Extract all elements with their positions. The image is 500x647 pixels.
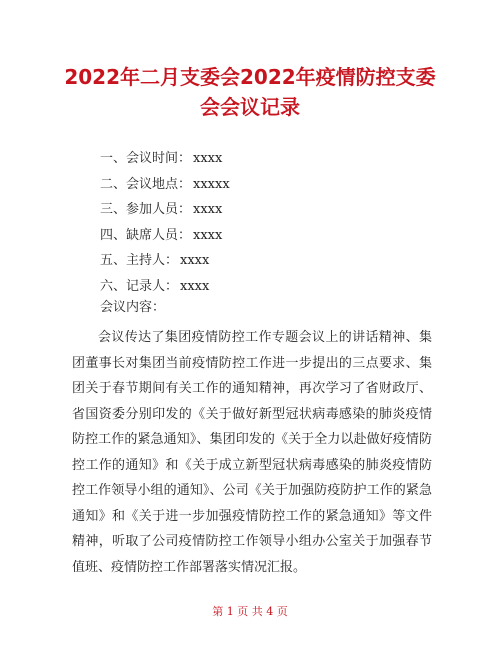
field-meeting-time (100, 146, 230, 172)
field-value: xxxx (180, 253, 210, 268)
field-label: 六、记录人： (100, 278, 179, 294)
field-label: 一、会议时间： (100, 151, 192, 166)
field-value: xxxx (193, 227, 223, 243)
field-value: xxxx (180, 278, 210, 294)
field-meeting-location (100, 172, 230, 198)
meeting-info-list (100, 146, 230, 299)
field-label: 五、主持人： (100, 253, 179, 268)
field-value: xxxxx (193, 176, 230, 192)
field-label: 四、缺席人员： (100, 227, 192, 243)
field-attendees (100, 197, 230, 223)
field-host (100, 248, 230, 274)
meeting-content-label: 会议内容： (100, 300, 166, 315)
document-title: 2022年二月支委会2022年疫情防控支委会会议记录 (64, 65, 436, 119)
field-label: 三、参加人员： (100, 202, 192, 217)
page-number-footer: 第 1 页 共 4 页 (212, 605, 288, 618)
meeting-content-paragraph: 会议传达了集团疫情防控工作专题会议上的讲话精神、集团董事长对集团当前疫情防控工作进一步提出的三点要求、集团关于春节期间有关工作的通知精神，再次学习了省财政厅、省国资委分别印发的《关于做好新型冠状病毒感染的肺炎疫情防控工作的紧急通知》、集团印发的《关于全力以赴做好疫情防控工作的通知》和《关于成立新型冠状病毒感染的肺炎疫情防控工作领导小组的通知》、公司《关于加强防疫防护工作的紧急通知》和《关于进一步加强疫情防控工作的紧急通知》等文件精神，听取了公司疫情防控工作领导小组办公室关于加强春节值班、疫情防控工作部署落实情况汇报。 (72, 330, 432, 575)
field-label: 二、会议地点： (100, 176, 192, 192)
field-value: xxxx (193, 151, 223, 166)
field-absentees (100, 223, 230, 249)
field-value: xxxx (193, 202, 223, 217)
field-recorder (100, 274, 230, 300)
